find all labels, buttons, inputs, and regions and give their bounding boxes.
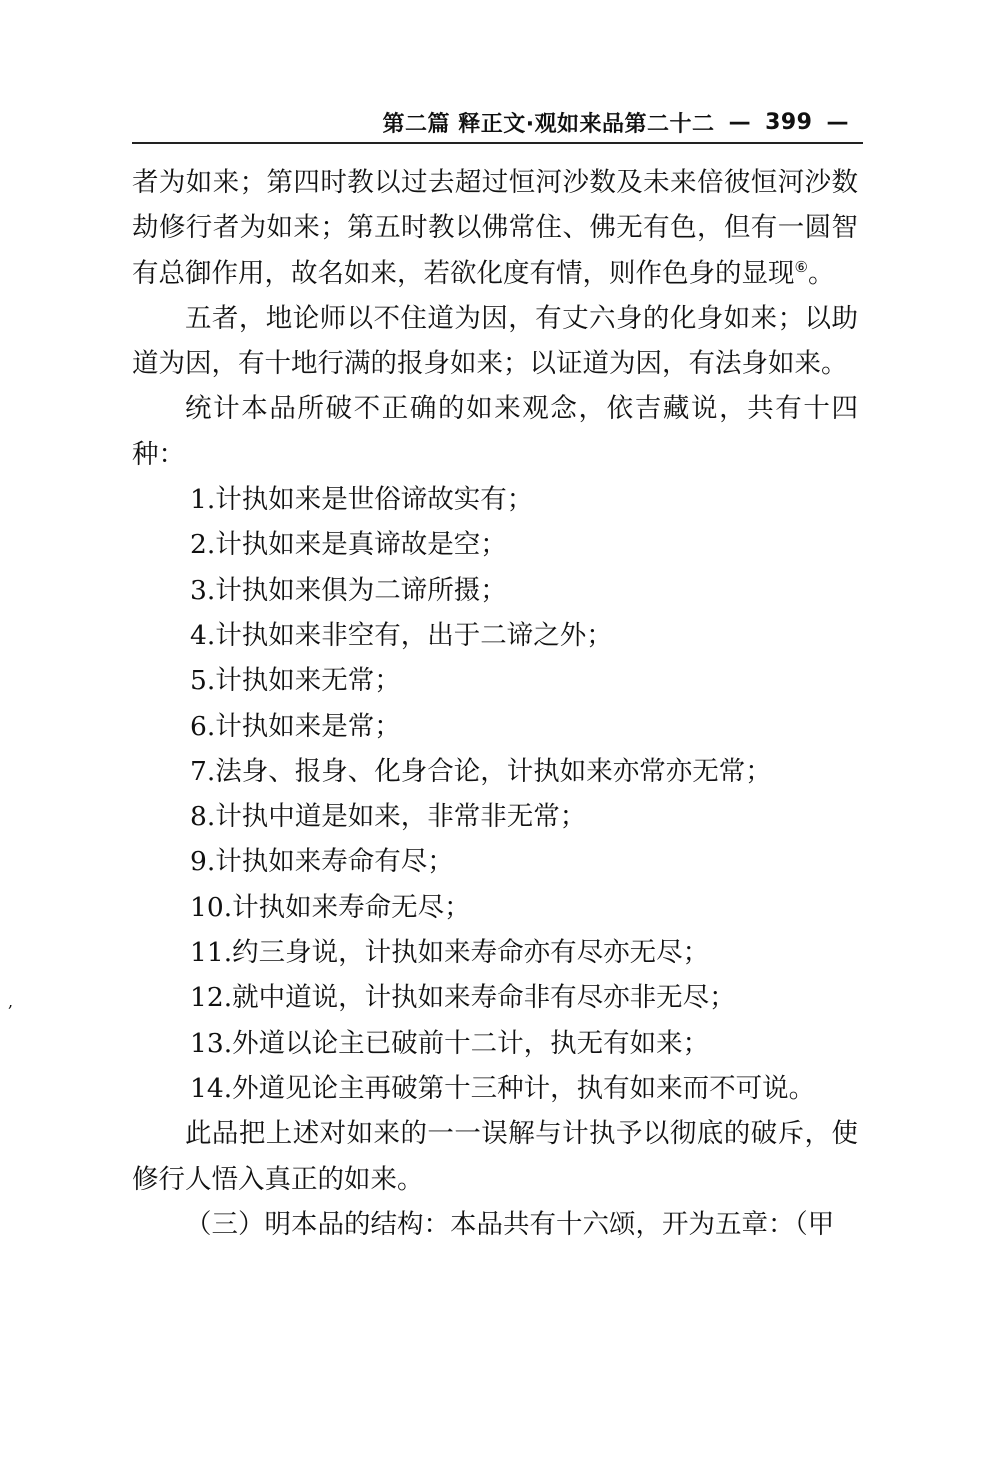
- stray-mark: ,: [8, 992, 14, 1011]
- list-item: 12.就中道说，计执如来寿命非有尽亦非无尽；: [190, 982, 736, 1014]
- list-item: 11.约三身说，计执如来寿命亦有尽亦无尽；: [190, 937, 710, 969]
- list-item: 6.计执如来是常；: [190, 710, 401, 742]
- body-text: [132, 160, 858, 1247]
- running-header: [132, 106, 863, 138]
- paragraph-continuation-end: 。: [807, 257, 835, 289]
- list-item: 4.计执如来非空有，出于二谛之外；: [190, 619, 613, 651]
- list-item: 5.计执如来无常；: [190, 665, 401, 697]
- paragraph-statistics: 统计本品所破不正确的如来观念，依吉藏说，共有十四种：: [132, 393, 858, 470]
- list-item: 3.计执如来俱为二谛所摄；: [190, 574, 507, 606]
- list-item: 2.计执如来是真谛故是空；: [190, 529, 507, 561]
- paragraph-continuation-text: 者为如来；第四时教以过去超过恒河沙数及未来倍彼恒河沙数劫修行者为如来；第五时教以佛常住、佛无有色，但有一圆智有总御作用，故名如来，若欲化度有情，则作色身的显现: [132, 167, 858, 289]
- header-rule: [132, 142, 863, 144]
- list-item: 14.外道见论主再破第十三种计，执有如来而不可说。: [190, 1072, 816, 1104]
- list-item: 10.计执如来寿命无尽；: [190, 891, 471, 923]
- header-dash-left: —: [728, 109, 752, 135]
- paragraph-conclusion: 此品把上述对如来的一一误解与计执予以彻底的破斥，使修行人悟入真正的如来。: [132, 1118, 858, 1195]
- list-item: 1.计执如来是世俗谛故实有；: [190, 484, 534, 516]
- footnote-marker: ⑥: [794, 257, 808, 276]
- list-item: 8.计执中道是如来，非常非无常；: [190, 801, 587, 833]
- header-dash-right: —: [826, 109, 849, 135]
- list-item: 9.计执如来寿命有尽；: [190, 846, 454, 878]
- paragraph-continuation: [132, 160, 858, 296]
- list-item: 7.法身、报身、化身合论，计执如来亦常亦无常；: [190, 755, 772, 787]
- list-item: 13.外道以论主已破前十二计，执无有如来；: [190, 1027, 710, 1059]
- paragraph-structure: （三）明本品的结构：本品共有十六颂，开为五章：（甲: [185, 1208, 835, 1240]
- header-title: 第二篇 释正文·观如来品第二十二: [382, 111, 715, 137]
- paragraph-dilun: 五者，地论师以不住道为因，有丈六身的化身如来；以助道为因，有十地行满的报身如来；以证道为因，有法身如来。: [132, 302, 858, 380]
- page-number: 399: [765, 109, 813, 135]
